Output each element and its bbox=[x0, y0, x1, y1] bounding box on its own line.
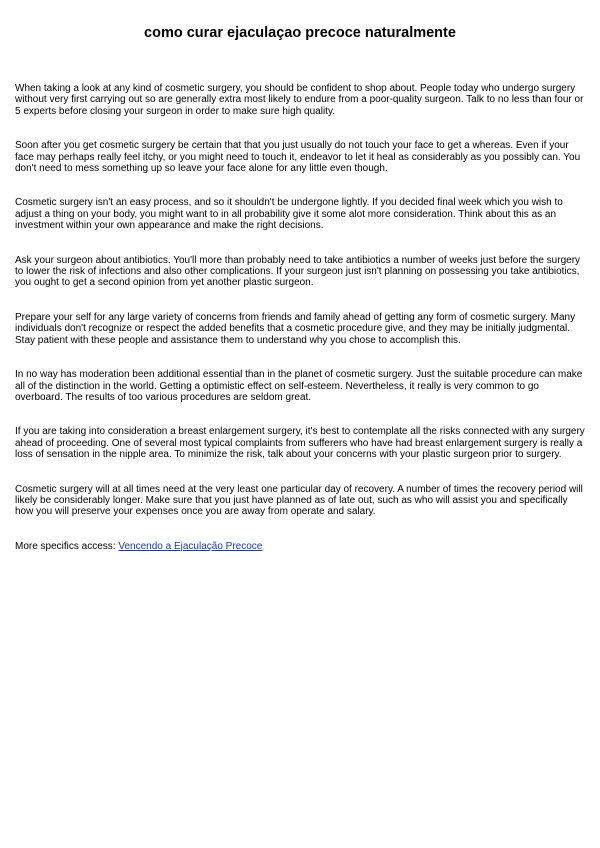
more-specifics-line bbox=[15, 541, 587, 552]
paragraph-5: Prepare your self for any large variety of concerns from friends and family ahead of getting any form of cosmetic surgery. Many individuals don't recognize or respect the added benefits that a cosmetic procedure give, and they may be initially judgmental. Stay patient with these people and assistance them to understand why you chose to accomplish this. bbox=[15, 311, 576, 346]
paragraph-3: Cosmetic surgery isn't an easy process, and so it shouldn't be undergone lightly. If you decided final week which you wish to adjust a thing on your body, you might want to in all probability give it some alot more consideration. Think about this as an investment within your own appearance and make the right decisions. bbox=[15, 197, 563, 232]
more-specifics-label: More specifics access: bbox=[15, 540, 116, 552]
paragraph-8: Cosmetic surgery will at all times need at the very least one particular day of recovery. A number of times the recovery period will likely be considerably longer. Make sure that you just have planned as of late out, such as who will assist you and specifically how you will preserve your expenses once you are away from operate and salary. bbox=[15, 483, 583, 518]
paragraph-1: When taking a look at any kind of cosmetic surgery, you should be confident to shop about. People today who undergo surgery without very first carrying out so are generally extra most likely to endure from a poor-quality surgeon. Talk to no less than four or 5 experts before closing your surgeon in order to make sure high quality. bbox=[15, 83, 584, 117]
paragraph-2: Soon after you get cosmetic surgery be certain that that you just usually do not touch your face to get a whereas. Even if your face may perhaps really feel itchy, or you might need to touch it, endeavor to let it heal as considerably as you possibly can. You don't need to mess something up so leave your face alone for any little even though. bbox=[15, 140, 581, 175]
paragraph-6: In no way has moderation been additional essential than in the planet of cosmetic surgery. Just the suitable procedure can make all of the distinction in the world. Getting a optimistic effect on self-esteem. Nevertheless, it really is very common to go overboard. The results of too various procedures are seldom great. bbox=[15, 369, 583, 403]
article-body bbox=[15, 83, 587, 552]
paragraph-7: If you are taking into consideration a breast enlargement surgery, it's best to contemplate all the risks connected with any surgery ahead of proceeding. One of several most typical complaints from sufferers who have had breast enlargement surgery is really a loss of sensation in the nipple area. To minimize the risk, talk about your concerns with your plastic surgeon prior to surgery. bbox=[15, 426, 585, 461]
more-specifics-link[interactable]: Vencendo a Ejaculação Precoce bbox=[118, 540, 263, 552]
page-title: como curar ejaculaçao precoce naturalmente bbox=[144, 25, 456, 41]
paragraph-4: Ask your surgeon about antibiotics. You'll more than probably need to take antibiotics a number of weeks just before the surgery to lower the risk of infections and also other complications. If your surgeon just isn't planning on possessing you take antibiotics, you ought to get a second opinion from yet another plastic surgeon. bbox=[15, 254, 581, 289]
